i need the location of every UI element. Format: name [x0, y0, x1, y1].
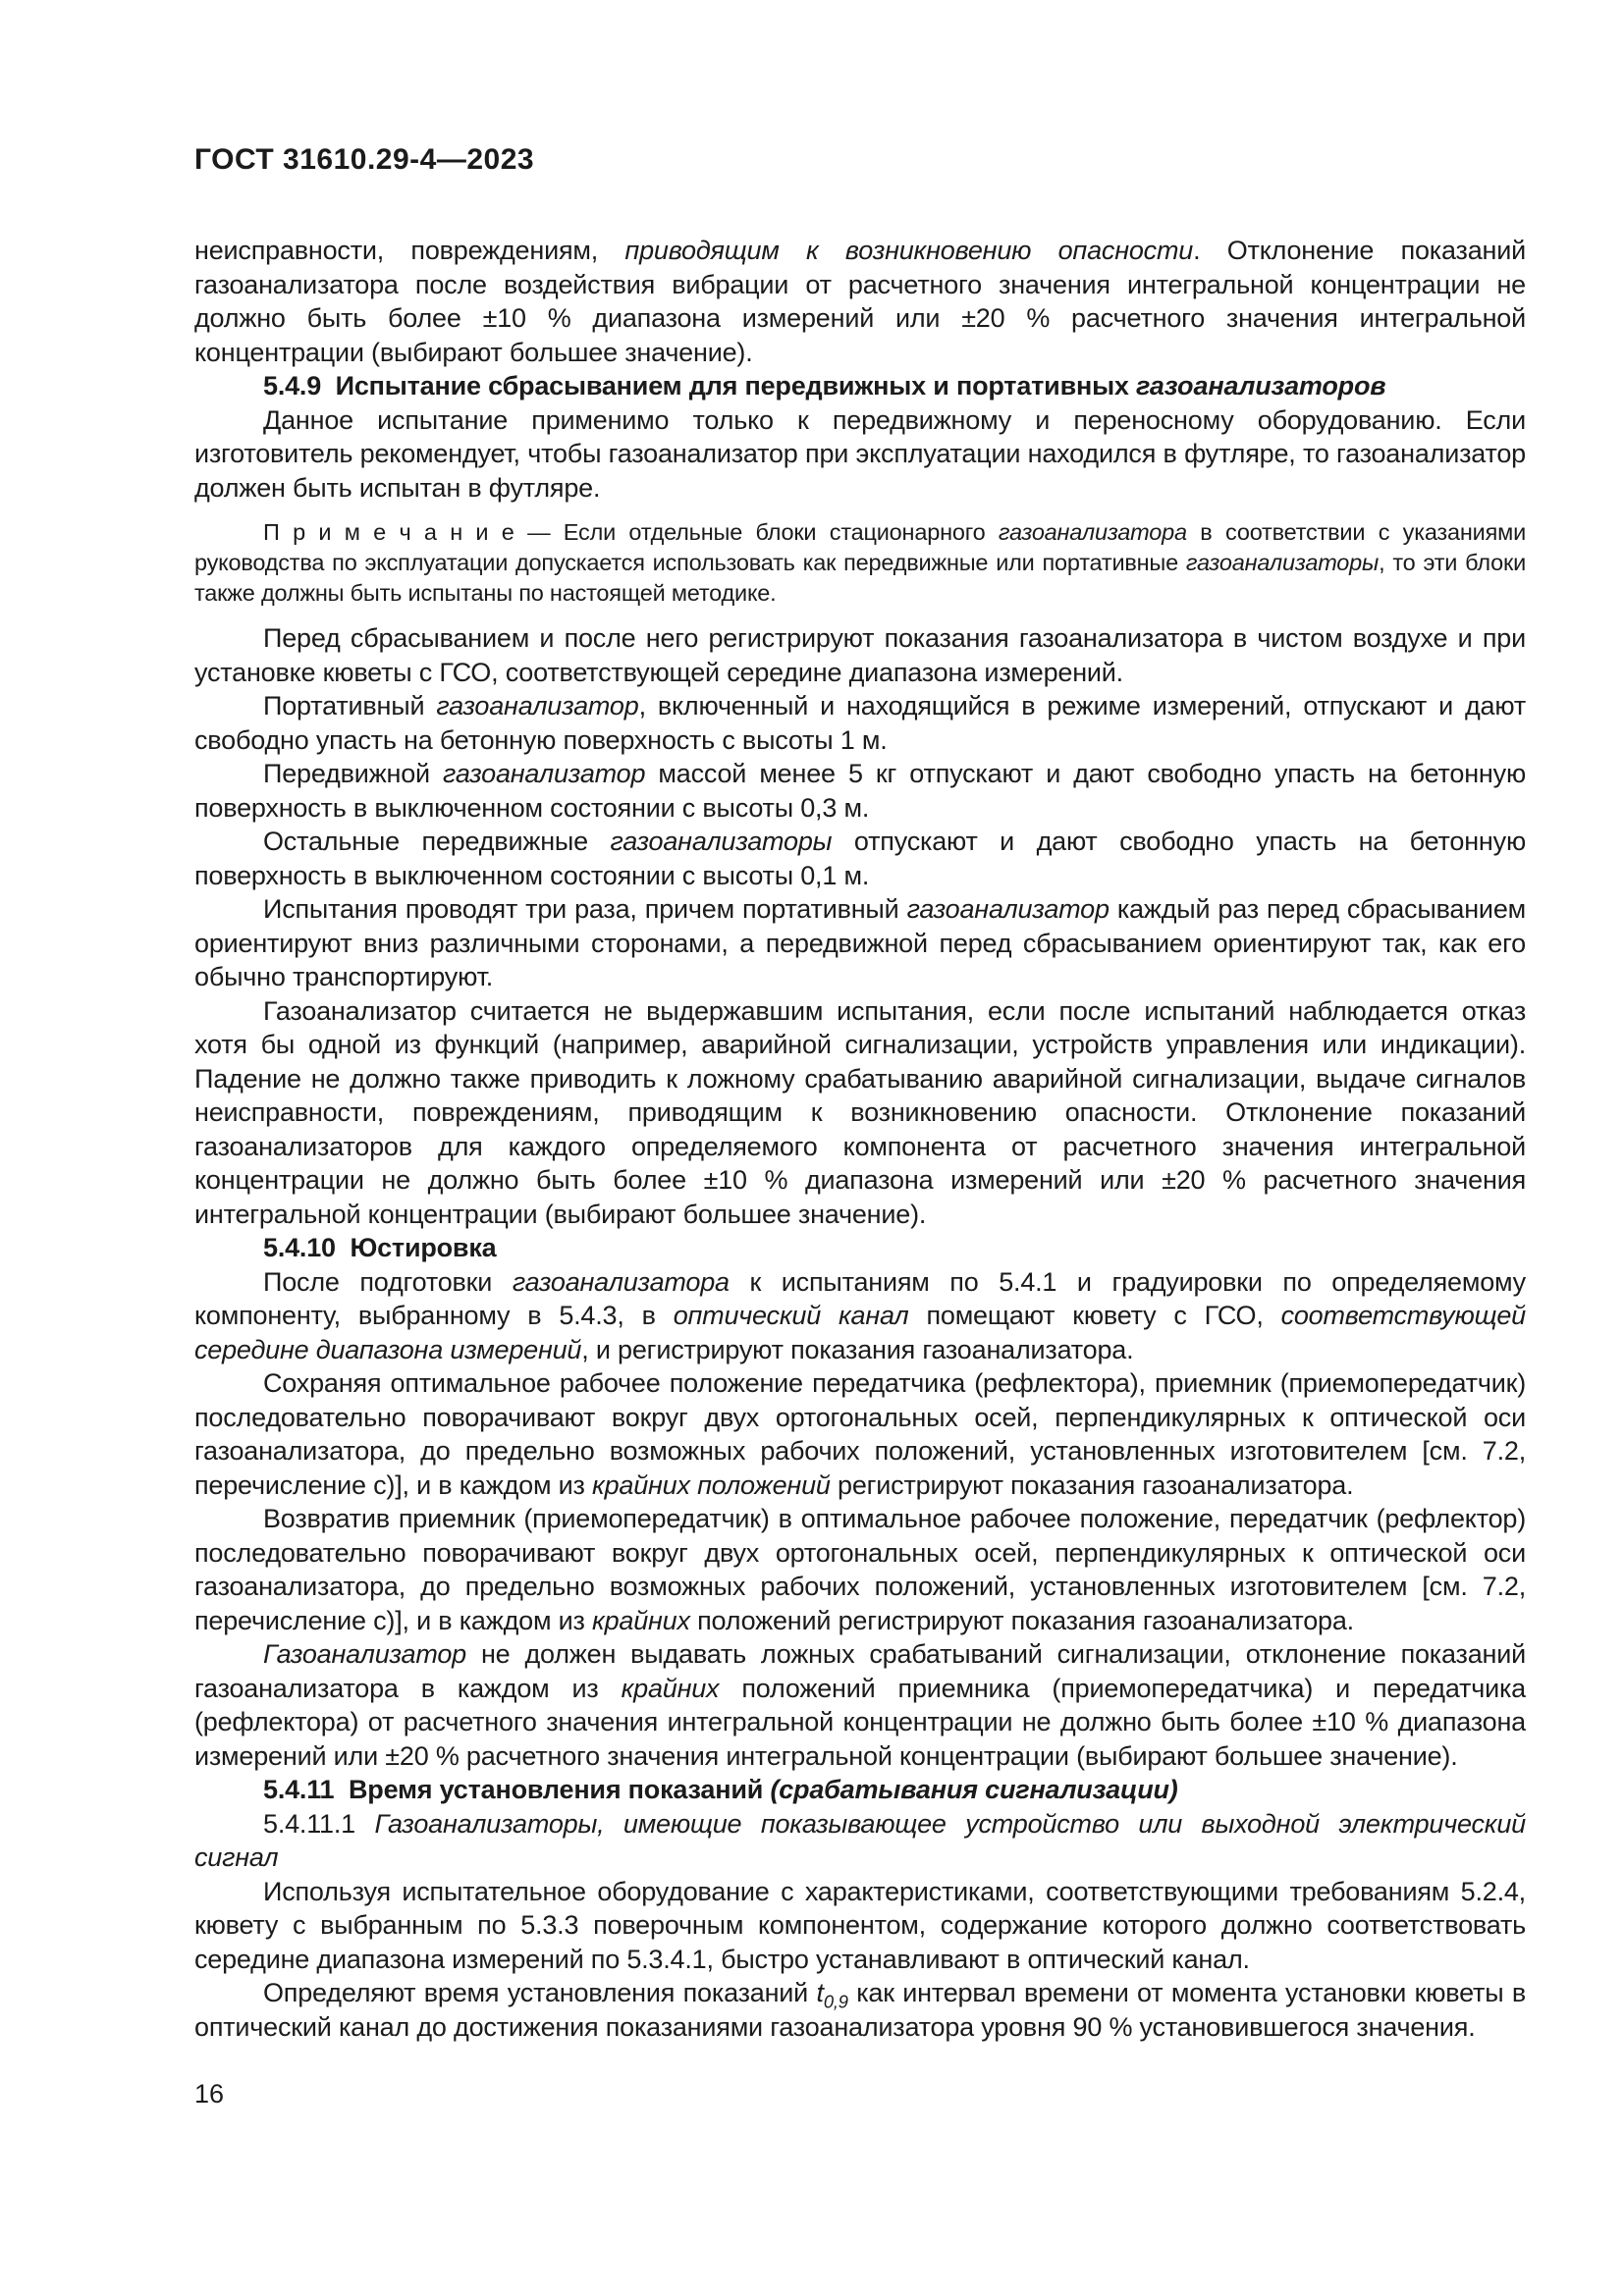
paragraph-vibration-continuation: неисправности, повреждениям, приводящим к возникновению опасности. Отклонение показаний газоанализатора после воздействия вибрации от расчетного значения интегральной концентрации не должно быть более ±10 % диапазона измерений или ±20 % расчетного значения интегральной концентрации (выбирают большее значение). [194, 236, 1526, 367]
document-body [194, 234, 1526, 2044]
paragraph-transportable-under-5kg-drop: Передвижной газоанализатор массой менее 5 кг отпускают и дают свободно упасть на бетонную поверхность в выключенном состоянии с высоты 0,3 м. [194, 759, 1526, 823]
paragraph-portable-drop: Портативный газоанализатор, включенный и находящийся в режиме измерений, отпускают и дают свободно упасть на бетонную поверхность с высоты 1 м. [194, 691, 1526, 755]
page-number: 16 [194, 2079, 225, 2109]
paragraph-three-times: Испытания проводят три раза, причем портативный газоанализатор каждый раз перед сбрасыванием ориентируют вниз различными сторонами, а передвижной перед сбрасыванием ориентируют так, как его обычно транспортируют. [194, 894, 1526, 991]
note-stationary-blocks: П р и м е ч а н и е — Если отдельные блоки стационарного газоанализатора в соответствии с указаниями руководства по эксплуатации допускается использовать как передвижные или портативные газоанализаторы, то эти блоки также должны быть испытаны по настоящей методике. [194, 519, 1527, 606]
document-header-designation: ГОСТ 31610.29-4—2023 [194, 143, 535, 176]
paragraph-t09-definition: Определяют время установления показаний $t_{0,9}$ как интервал времени от момента установки кюветы в оптический канал до достижения показаниями газоанализатора уровня 90 % установившегося значения. [194, 1978, 1527, 2042]
paragraph-adjustment-preparation: После подготовки газоанализатора к испытаниям по 5.4.1 и градуировки по определяемому компоненту, выбранному в 5.4.3, в оптический канал помещают кювету с ГСО, соответствующей середине диапазона измерений, и регистрируют показания газоанализатора. [194, 1266, 1526, 1364]
paragraph-receiver-rotation: Сохраняя оптимальное рабочее положение передатчика (рефлектора), приемник (приемопередатчик) последовательно поворачивают вокруг двух ортогональных осей, перпендикулярных к оптической оси газоанализатора, до предельно возможных рабочих положений, установленных изготовителем [см. 7.2, перечисление c)], и в каждом из крайних положений регистрируют показания газоанализатора. [194, 1368, 1526, 1500]
heading-5-4-9: 5.4.9 Испытание сбрасыванием для передвижных и портативных газоанализаторов [263, 371, 1386, 400]
paragraph-test-equipment: Используя испытательное оборудование с характеристиками, соответствующими требованиям 5.2.4, кювету с выбранным по 5.3.3 поверочным компонентом, содержание которого должно соответствовать середине диапазона измерений по 5.3.4.1, быстро устанавливают в оптический канал. [194, 1876, 1526, 1974]
paragraph-before-after-drop: Перед сбрасыванием и после него регистрируют показания газоанализатора в чистом воздухе и при установке кюветы с ГСО, соответствующей середине диапазона измерений. [194, 623, 1526, 687]
paragraph-no-false-alarms: Газоанализатор не должен выдавать ложных срабатываний сигнализации, отклонение показаний газоанализатора в каждом из крайних положений приемника (приемопередатчика) и передатчика (рефлектора) от расчетного значения интегральной концентрации не должно быть более ±10 % диапазона измерений или ±20 % расчетного значения интегральной концентрации (выбирают большее значение). [194, 1639, 1526, 1771]
paragraph-transmitter-rotation: Возвратив приемник (приемопередатчик) в оптимальное рабочее положение, передатчик (рефлектор) последовательно поворачивают вокруг двух ортогональных осей, перпендикулярных к оптической оси газоанализатора, до предельно возможных рабочих положений, установленных изготовителем [см. 7.2, перечисление c)], и в каждом из крайних положений регистрируют показания газоанализатора. [194, 1504, 1526, 1635]
heading-5-4-10: 5.4.10 Юстировка [263, 1233, 497, 1262]
paragraph-drop-test-scope: Данное испытание применимо только к передвижному и переносному оборудованию. Если изготовитель рекомендует, чтобы газоанализатор при эксплуатации находился в футляре, то газоанализатор должен быть испытан в футляре. [194, 404, 1526, 503]
paragraph-failure-criteria: Газоанализатор считается не выдержавшим испытания, если после испытаний наблюдается отказ хотя бы одной из функций (например, аварийной сигнализации, устройств управления или индикации). Падение не должно также приводить к ложному срабатыванию аварийной сигнализации, выдаче сигналов неисправности, повреждениям, приводящим к возникновению опасности. Отклонение показаний газоанализаторов для каждого определяемого компонента от расчетного значения интегральной концентрации не должно быть более ±10 % диапазона измерений или ±20 % расчетного значения интегральной концентрации (выбирают большее значение). [194, 995, 1526, 1229]
heading-5-4-11: 5.4.11 Время установления показаний (срабатывания сигнализации) [263, 1775, 1178, 1804]
subheading-5-4-11-1: 5.4.11.1 Газоанализаторы, имеющие показывающее устройство или выходной электрический сигнал [194, 1808, 1526, 1872]
paragraph-other-transportable-drop: Остальные передвижные газоанализаторы отпускают и дают свободно упасть на бетонную поверхность в выключенном состоянии с высоты 0,1 м. [194, 827, 1526, 890]
